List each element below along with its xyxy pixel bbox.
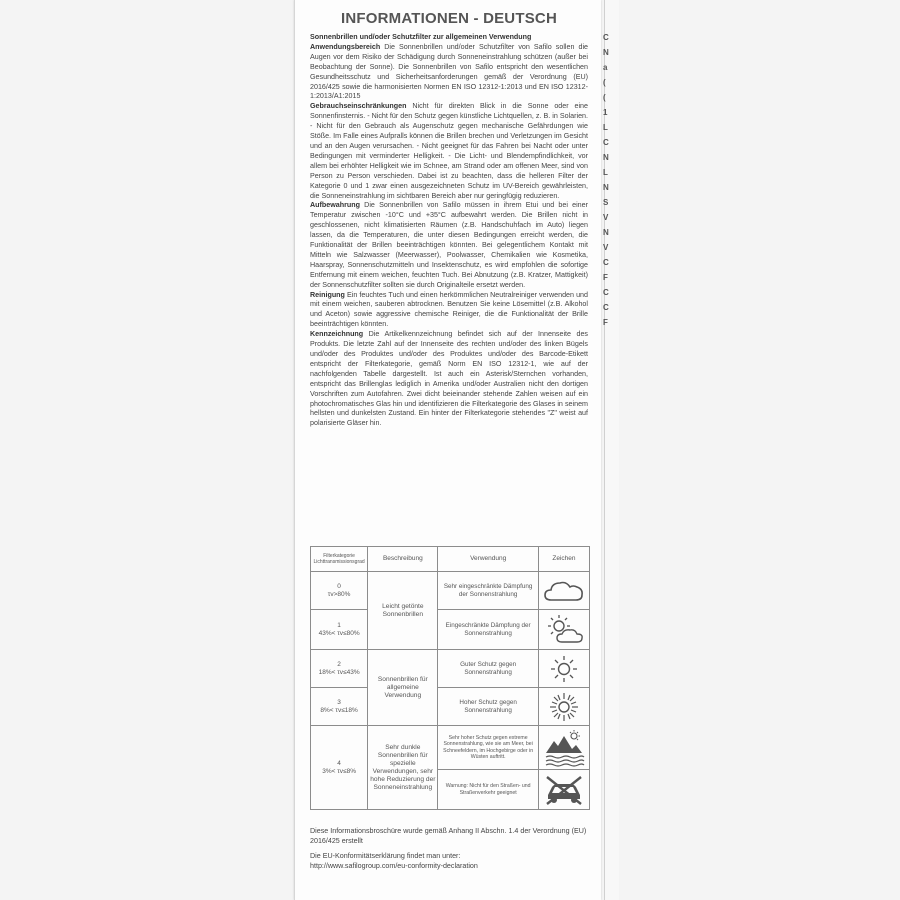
edge-mark: V <box>603 243 609 252</box>
sign-cell <box>538 610 589 650</box>
mountain-sun-sea-icon <box>542 729 586 767</box>
sign-cell <box>538 688 589 726</box>
edge-mark: ( <box>603 78 606 87</box>
category-range: 3%< τv≤8% <box>322 767 356 775</box>
usage-cell: Eingeschränkte Dämpfung der Sonnenstrahlung <box>438 610 538 650</box>
description-cell: Sonnenbrillen für allgemeine Verwendung <box>368 650 438 726</box>
sign-cell <box>538 572 589 610</box>
description-cell: Sehr dunkle Sonnenbrillen für spezielle Verwendungen, sehr hohe Reduzierung der Sonneneinstrahlung <box>368 726 438 810</box>
category-cell <box>311 726 368 810</box>
edge-mark: C <box>603 258 609 267</box>
section-text: Ein feuchtes Tuch und einen herkömmlichen Neutralreiniger verwenden und mit einem weichen, sauberen abtrocknen. Benutzen Sie keine Lösemittel (z.B. Alkohol und Aceton) sowie aggressive chemische Reiniger, die die Funktionalität der Brille beeinträchtigen könnten. <box>310 290 588 329</box>
category-number: 0 <box>337 582 341 590</box>
usage-cell: Sehr hoher Schutz gegen extreme Sonnenstrahlung, wie sie am Meer, bei Schneefeldern, im Hochgebirge oder in Wüsten auftritt. <box>438 726 538 770</box>
sign-cell <box>538 650 589 688</box>
table-row <box>311 726 590 770</box>
header-sign: Zeichen <box>538 547 589 572</box>
category-cell <box>311 610 368 650</box>
edge-mark: F <box>603 273 608 282</box>
category-cell <box>311 650 368 688</box>
section-label: Gebrauchseinschränkungen <box>310 102 407 111</box>
conformity-url[interactable]: http://www.safilogroup.com/eu-conformity-declaration <box>310 862 478 870</box>
edge-mark: F <box>603 318 608 327</box>
table-row <box>311 650 590 688</box>
section-label: Reinigung <box>310 290 345 299</box>
section-restrictions <box>310 102 588 201</box>
edge-mark: N <box>603 153 609 162</box>
edge-mark: C <box>603 288 609 297</box>
edge-mark: L <box>603 123 608 132</box>
section-text: Die Sonnenbrillen und/oder Schutzfilter von Safilo sollen die Augen vor dem Risiko der Schädigung durch Sonneneinstrahlung schützen (außer bei Beobachtung der Sonne). Die Sonnenbrillen von Safilo entspricht den wesentlichen Gesundheitsschutz und Sicherheitsanforderungen gemäß der Verordnung (EU) 2016/425 sowie die harmonisierten Normen EN ISO 12312-1:2013 und EN ISO 12312-1:2013/A1:2015 <box>310 42 588 101</box>
edge-mark: S <box>603 198 609 207</box>
edge-mark: N <box>603 183 609 192</box>
body-text <box>310 33 588 429</box>
edge-mark: C <box>603 33 609 42</box>
sign-cell <box>538 726 589 770</box>
category-number: 2 <box>337 660 341 668</box>
section-scope <box>310 43 588 102</box>
section-cleaning <box>310 291 588 331</box>
section-marking <box>310 330 588 429</box>
section-label: Aufbewahrung <box>310 201 360 210</box>
intro-heading <box>310 33 588 43</box>
document-body <box>310 6 588 429</box>
header-category: Filterkategorie Lichttransmissionsgrad <box>311 547 368 572</box>
no-driving-icon <box>542 773 586 807</box>
header-description: Beschreibung <box>368 547 438 572</box>
category-cell <box>311 572 368 610</box>
section-text: Die Artikelkennzeichnung befindet sich auf der Innenseite des Produkts. Die letzte Zahl auf der Innenseite des rechten und/oder des linken Bügels und/oder des Produktes und/oder des Produktes und/oder des Barcode-Etikett entspricht der Filterkategorie, gemäß Norm EN ISO 12312-1, wie auf der nachfolgenden Tabelle dargestellt. Ist auch ein Asterisk/Sternchen vorhanden, entspricht das Brillenglas lediglich in Amerika und/oder Australien nicht den dortigen Vorschriften zum Autofahren. Zwei dicht beieinander stehende Zahlen weisen auf ein photochromatisches Glas hin und identifizieren die Filterkategorie des Glases in seinem hellsten und dunkelsten Zustand. Ein hinter der Filterkategorie stehendes "Z" weist auf polarisierte Gläser hin. <box>310 330 588 428</box>
filter-category-table <box>310 546 590 810</box>
footer <box>310 826 588 871</box>
adjacent-page-marks <box>603 30 615 330</box>
edge-mark: C <box>603 303 609 312</box>
edge-mark: 1 <box>603 108 608 117</box>
table-row <box>311 688 590 726</box>
table-row <box>311 610 590 650</box>
category-cell <box>311 688 368 726</box>
table-row <box>311 572 590 610</box>
edge-mark: L <box>603 168 608 177</box>
sun-icon <box>544 653 584 685</box>
category-range: 8%< τv≤18% <box>320 706 358 714</box>
section-label: Anwendungsbereich <box>310 42 381 51</box>
usage-cell: Guter Schutz gegen Sonnenstrahlung <box>438 650 538 688</box>
section-text: Nicht für direkten Blick in die Sonne oder eine Sonnenfinsternis. - Nicht für den Schutz gegen künstliche Lichtquellen, z. B. in Solarien. - Nicht für den Gebrauch als Augenschutz gegen mechanische Gefährdungen wie Stöße. Im Falle eines Aufpralls können die Brillen brechen und Verletzungen im Gesicht und an den Augen verursachen. - Nicht geeignet für das Fahren bei Nacht oder unter Bedingungen mit verminderter Helligkeit. - Die Licht- und Blendempfindlichkeit, vor allem bei erhöhter Helligkeit wie im Schnee, am Strand oder am offenen Meer, sind von Person zu Person verschieden. Dabei ist zu beachten, dass die helleren Filter der Kategorie 0 und 1 zwar einen ausgezeichneten Schutz im UV-Bereich gewährleisten, die Sonneneinstrahlung im sichtbaren Bereich aber nur geringfügig reduzieren. <box>310 102 588 200</box>
sun-behind-cloud-icon <box>542 613 586 647</box>
usage-cell: Warnung: Nicht für den Straßen- und Straßenverkehr geeignet <box>438 770 538 810</box>
strong-sun-icon <box>544 691 584 723</box>
edge-mark: a <box>603 63 608 72</box>
category-number: 3 <box>337 698 341 706</box>
category-number: 4 <box>337 759 341 767</box>
cloud-icon <box>542 576 586 606</box>
edge-mark: N <box>603 48 609 57</box>
category-range: τv>80% <box>327 590 351 598</box>
description-cell: Leicht getönte Sonnenbrillen <box>368 572 438 650</box>
section-text: Die Sonnenbrillen von Safilo müssen in ihrem Etui und bei einer Temperatur zwischen -10°C und +35°C aufbewahrt werden. Die Brillen nicht in geschlossenen, nicht klimatisierten Räumen (z.B. Handschuhfach im Auto) liegen lassen, da die Temperaturen, die unter diesen Bedingungen erreicht werden, die Funktionalität der Brillen beeinträchtigen könnten. Bei gelegentlichem Kontakt mit Mitteln wie Salzwasser (Meerwasser), Poolwasser, Chemikalien wie Kosmetika, Haarspray, Sonnenschutzmitteln und Insektenschutz, es wird empfohlen die sofortige Entfernung mit einem weichen, feuchten Tuch. Bei Abnutzung (z.B. Kratzer, Mattigkeit) der Sonnenschutzfilter sollten sie durch Originalteile ersetzt werden. <box>310 201 588 289</box>
page-title: INFORMATIONEN - DEUTSCH <box>341 10 557 27</box>
category-number: 1 <box>337 621 341 629</box>
header-usage: Verwendung <box>438 547 538 572</box>
usage-cell: Hoher Schutz gegen Sonnenstrahlung <box>438 688 538 726</box>
edge-mark: C <box>603 138 609 147</box>
edge-mark: N <box>603 228 609 237</box>
usage-cell: Sehr eingeschränkte Dämpfung der Sonnenstrahlung <box>438 572 538 610</box>
section-label: Kennzeichnung <box>310 330 364 339</box>
edge-mark: V <box>603 213 609 222</box>
annex-note: Diese Informationsbroschüre wurde gemäß Anhang II Abschn. 1.4 der Verordnung (EU) 2016/425 erstellt <box>310 827 587 845</box>
sign-cell <box>538 770 589 810</box>
table-header-row <box>311 547 590 572</box>
category-range: 43%< τv≤80% <box>318 629 360 637</box>
heading: Sonnenbrillen und/oder Schutzfilter zur allgemeinen Verwendung <box>310 33 532 41</box>
conformity-label: Die EU-Konformitätserklärung findet man unter: <box>310 852 461 860</box>
section-storage <box>310 201 588 290</box>
category-range: 18%< τv≤43% <box>318 668 360 676</box>
edge-mark: ( <box>603 93 606 102</box>
